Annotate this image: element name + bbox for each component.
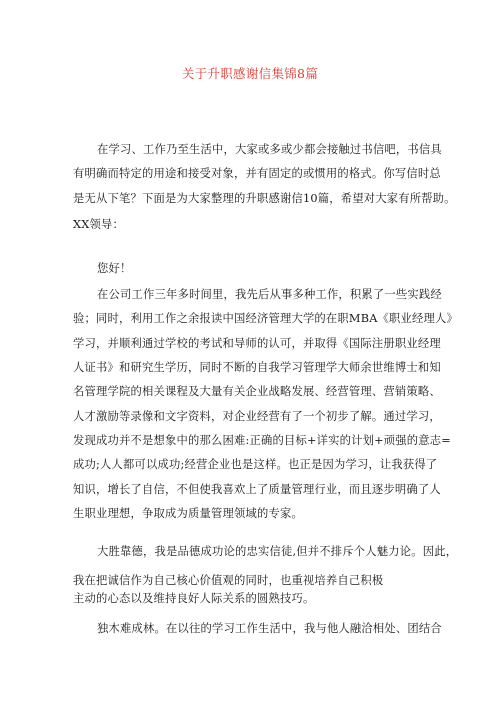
paragraph-line: 人才激励等录像和文字资料，对企业经营有了一个初步了解。通过学习， [73, 410, 441, 423]
salutation: XX领导： [73, 218, 124, 231]
paragraph-line: 生职业理想，争取成为质量管理领域的专家。 [73, 507, 303, 520]
paragraph-line: 名管理学院的相关课程及大量有关企业战略发展、经营管理、营销策略、 [73, 385, 441, 398]
paragraph-line: 是无从下笔？下面是为大家整理的升职感谢信10篇，希望对大家有所帮助。 [73, 192, 456, 205]
paragraph-line: 知识，增长了自信，不但使我喜欢上了质量管理行业，而且逐步明确了人 [73, 483, 441, 496]
paragraph-line: 在学习、工作乃至生活中，大家或多或少都会接触过书信吧，书信具 [97, 143, 442, 156]
paragraph-line: 我在把诚信作为自己核心价值观的同时，也重视培养自己积极 [73, 574, 384, 587]
document-title: 关于升职感谢信集锦8篇 [181, 66, 319, 81]
paragraph-line: 学习，并顺利通过学校的考试和导师的认可，并取得《国际注册职业经理 [73, 337, 441, 350]
paragraph-line: 大胜靠德，我是品德成功论的忠实信徒,但并不排斥个人魅力论。因此， [97, 545, 458, 558]
paragraph-line: 成功;人人都可以成功;经营企业也是这样。也正是因为学习，让我获得了 [73, 458, 438, 471]
paragraph-line: 发现成功并不是想象中的那么困难:正确的目标+详实的计划+顽强的意志= [73, 434, 451, 447]
paragraph-line: 主动的心态以及维持良好人际关系的圆熟技巧。 [73, 592, 315, 605]
paragraph-line: 独木难成林。在以往的学习工作生活中，我与他人融洽相处、团结合 [97, 622, 442, 635]
paragraph-line: 有明确而特定的用途和接受对象，并有固定的或惯用的格式。你写信时总 [73, 167, 441, 180]
paragraph-line: 在公司工作三年多时间里，我先后从事多种工作，积累了一些实践经 [97, 288, 442, 301]
paragraph-line: 验；同时，利用工作之余报读中国经济管理大学的在职MBA《职业经理人》 [73, 312, 459, 325]
greeting: 您好！ [97, 262, 132, 275]
paragraph-line: 人证书》和研究生学历，同时不断的自我学习管理学大师余世维博士和知 [73, 361, 441, 374]
